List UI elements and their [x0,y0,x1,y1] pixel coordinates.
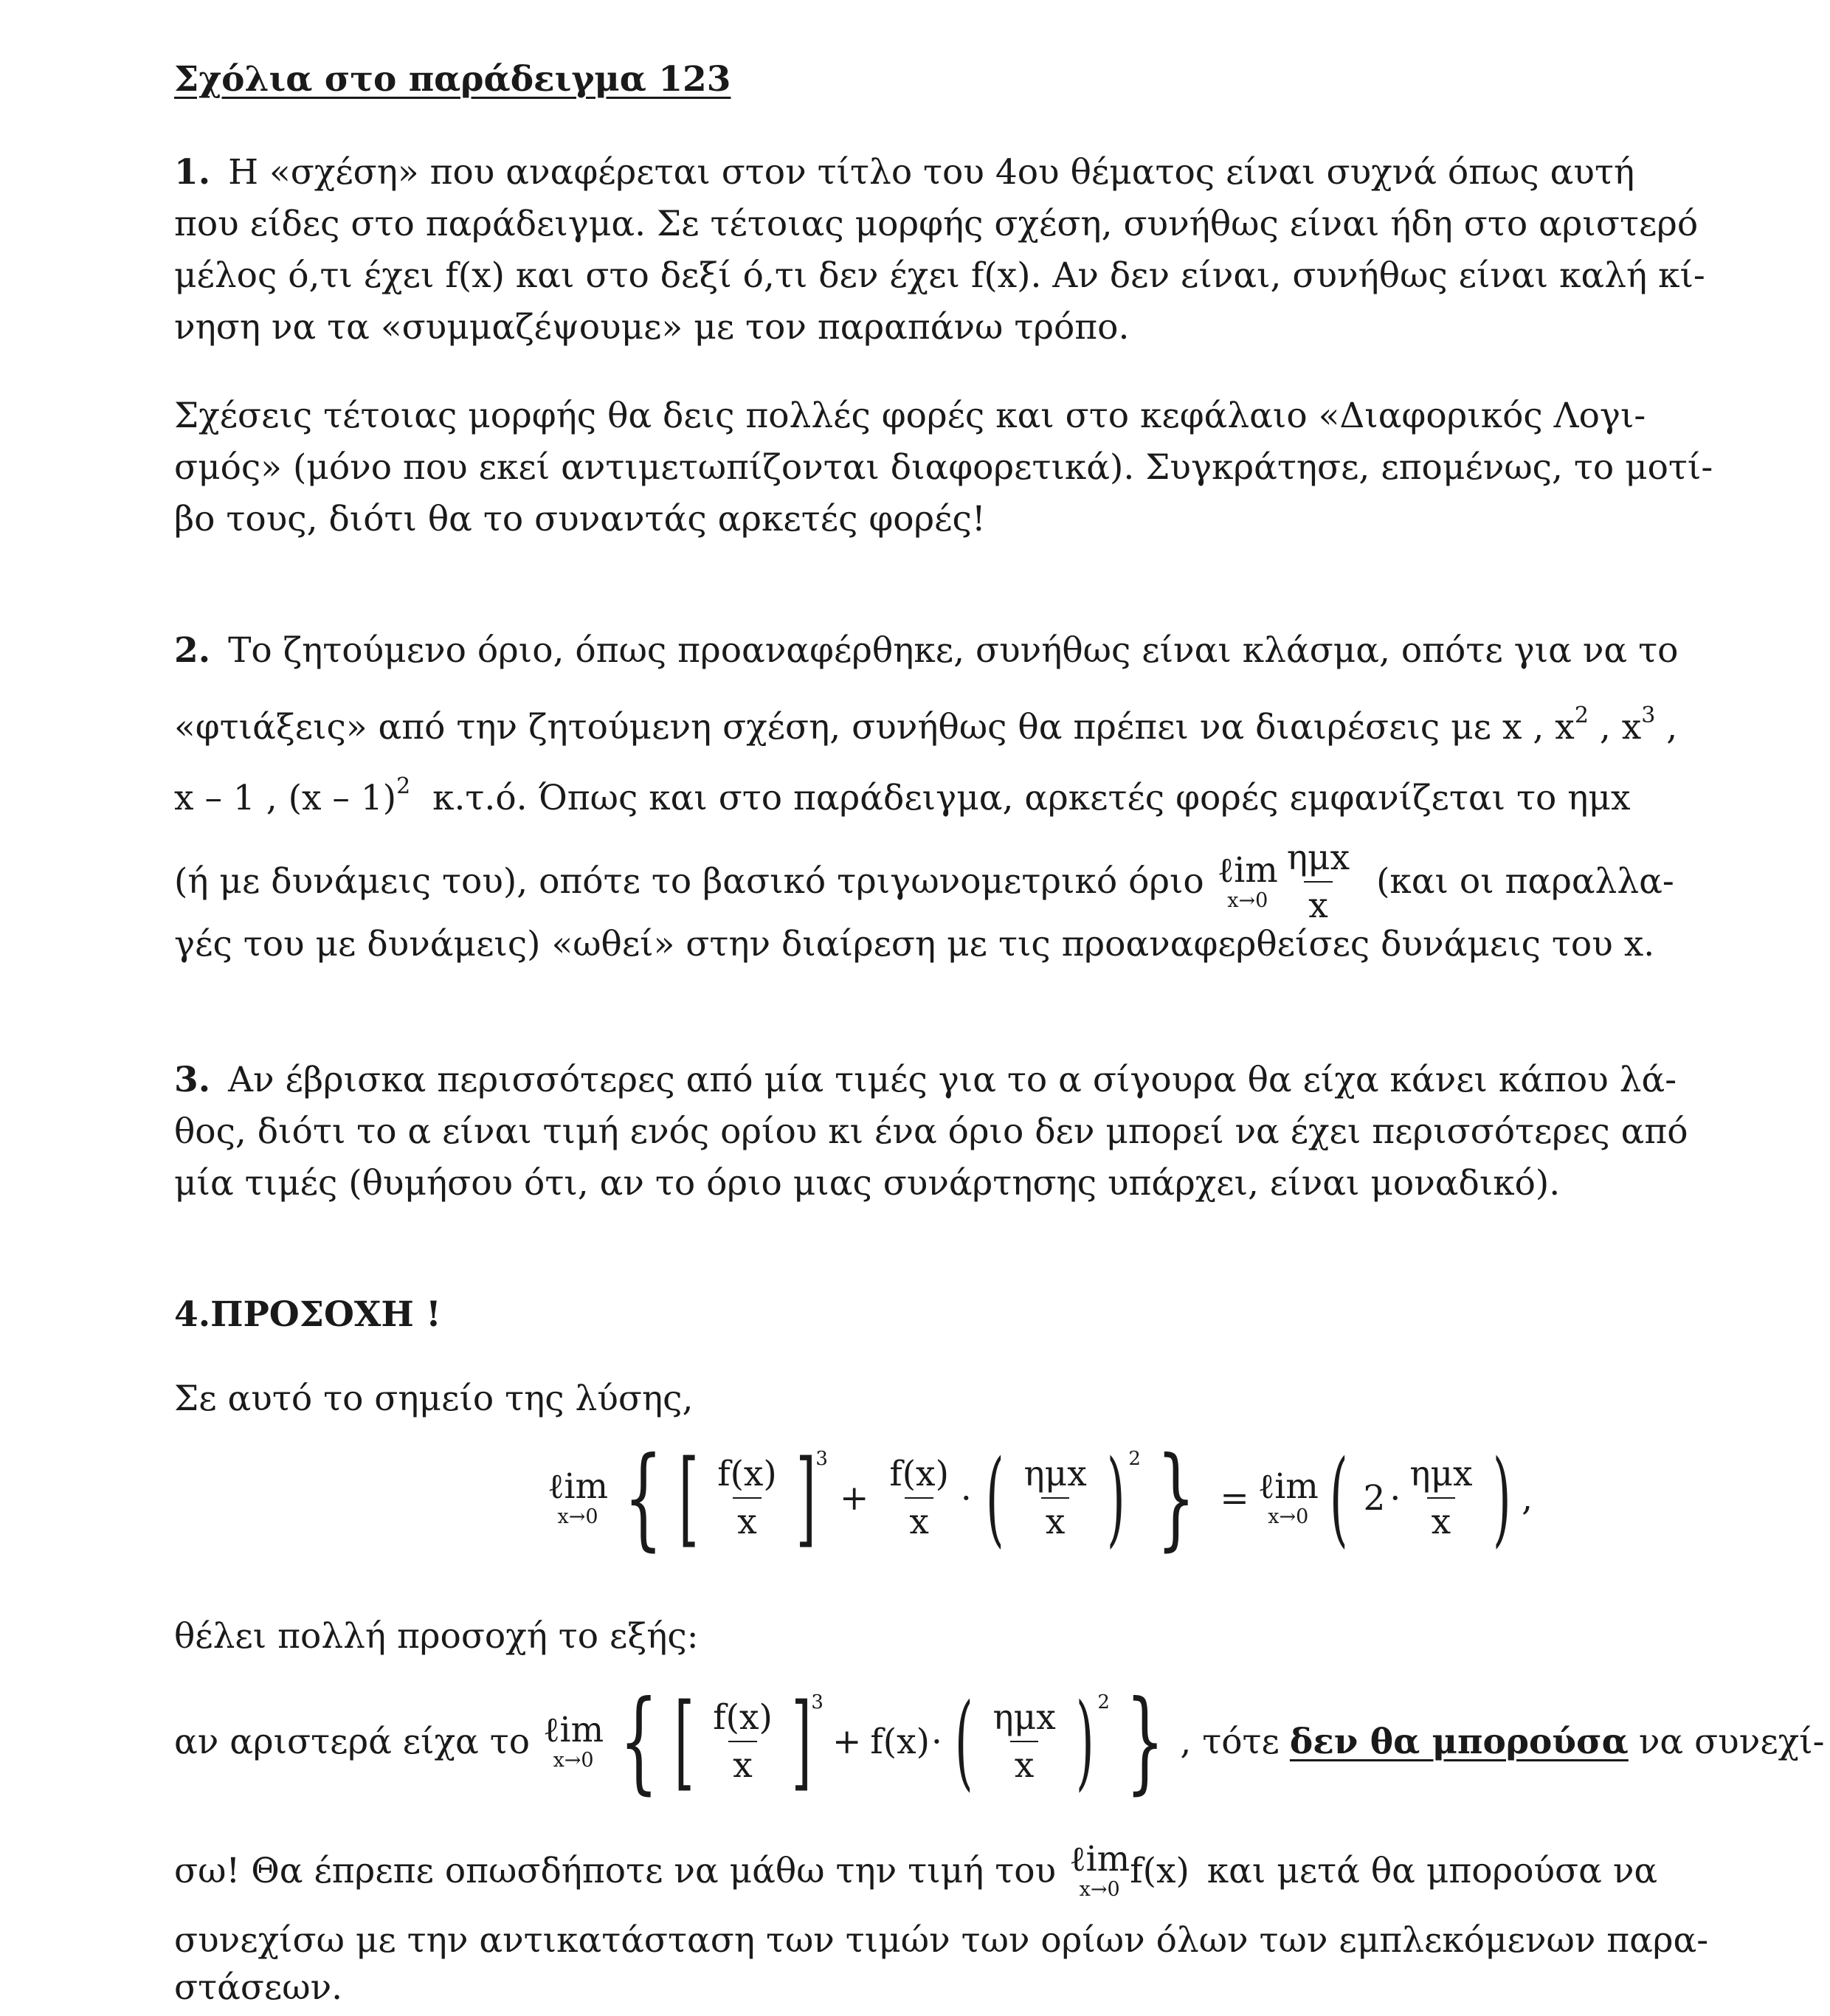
s3-line-1: 3. Αν έβρισκα περισσότερες από μία τιμές για το α σίγουρα θα είχα κάνει κάπου λά- [174,1060,1677,1100]
emphasis-cannot: δεν θα μπορούσα [1289,1721,1629,1762]
s2-line-4: (ή με δυνάμεις του), οπότε το βασικό τριγωνομετρικό όριο ℓim x→0 $\frac{\text{ημx}}{x}$ (και οι παραλλα- [174,838,1674,926]
s1-number: 1. [174,152,211,193]
fraction-hmx-over-x: $\frac{\text{ημx}}{x}$ [992,1697,1056,1786]
fraction-fx-over-x: $\frac{f(x)}{x}$ [713,1697,773,1786]
x-minus-one-expr: x – 1 , (x – 1)$^2$ [174,773,411,818]
fraction: $\frac{\text{ημx}}{x}$ [1286,838,1350,926]
limit-operator: ℓim x→0 [543,1710,604,1772]
limit-operator: ℓim x→0 [548,1466,609,1528]
s4-line-4: σω! Θα έπρεπε οπωσδήποτε να μάθω την τιμή του ℓim x→0 f(x) και μετά θα μπορούσα να [174,1839,1658,1901]
fraction-fx-over-x: $\frac{f(x)}{x}$ [889,1454,949,1542]
s4-line-1: Σε αυτό το σημείο της λύσης, [174,1378,694,1419]
s2-line-5: γές του με δυνάμεις) «ωθεί» στην διαίρεση με τις προαναφερθείσες δυνάμεις του x. [174,924,1655,964]
s1-p2-line-2: σμός» (μόνο που εκεί αντιμετωπίζονται διαφορετικά). Συγκράτησε, επομένως, το μοτί- [174,447,1713,488]
s1-p2-line-1: Σχέσεις τέτοιας μορφής θα δεις πολλές φορές και στο κεφάλαιο «Διαφορικός Λογι- [174,396,1646,436]
s4-line-3: αν αριστερά είχα το ℓim x→0 { [ $\frac{f(x)}{x}$ ] 3 + f(x) · ( $\frac{\text{ημx}}{x}$ ) 2 } , τότε δεν θα μπορούσα να συνεχί- [174,1677,1825,1806]
fraction-hmx-over-x: $\frac{\text{ημx}}{x}$ [1409,1454,1473,1542]
s4-line-6: στάσεων. [174,1967,343,2008]
s3-number: 3. [174,1060,211,1100]
page-title: Σχόλια στο παράδειγμα 123 [174,59,731,100]
limit-operator: ℓim x→0 [1257,1466,1319,1528]
s4-line-2: θέλει πολλή προσοχή το εξής: [174,1616,699,1657]
s2-line-3: x – 1 , (x – 1)$^2$ κ.τ.ό. Όπως και στο παράδειγμα, αρκετές φορές εμφανίζεται το ημx [174,773,1631,818]
s1-line-4: νηση να τα «συμμαζέψουμε» με τον παραπάνω τρόπο. [174,307,1130,348]
s2-line-2: «φτιάξεις» από την ζητούμενη σχέση, συνήθως θα πρέπει να διαιρέσεις με x , $x^2$ , $x^3$ , [174,703,1678,748]
limit-operator: ℓim x→0 [1069,1839,1130,1901]
powers-of-x: x , $x^2$ , $x^3$ , [1502,703,1678,748]
trig-limit-expr [1217,838,1358,926]
s1-line-2: που είδες στο παράδειγμα. Σε τέτοιας μορφής σχέση, συνήθως είναι ήδη στο αριστερό [174,204,1699,244]
s1-p2-line-3: βο τους, διότι θα το συναντάς αρκετές φορές! [174,499,986,539]
s1-line-1: 1. Η «σχέση» που αναφέρεται στον τίτλο του 4ου θέματος είναι συχνά όπως αυτή [174,152,1635,193]
display-equation: ℓim x→0 { [ $\frac{f(x)}{x}$ ] 3 + $\frac{f(x)}{x}$ · ( $\frac{\text{ημx}}{x}$ ) 2 } = ℓim x→0 ( 2 · $\frac{\text{ημx}}{x}$ ) , [548,1434,1533,1562]
s2-line-1: 2. Το ζητούμενο όριο, όπως προαναφέρθηκε, συνήθως είναι κλάσμα, οπότε για να το [174,630,1679,671]
fraction-fx-over-x: $\frac{f(x)}{x}$ [717,1454,777,1542]
fraction-hmx-over-x: $\frac{\text{ημx}}{x}$ [1023,1454,1087,1542]
limit-operator: ℓim x→0 [1217,850,1278,912]
s4-line-5: συνεχίσω με την αντικατάσταση των τιμών των ορίων όλων των εμπλεκόμενων παρα- [174,1920,1709,1961]
s3-line-2: θος, διότι το α είναι τιμή ενός ορίου κι ένα όριο δεν μπορεί να έχει περισσότερες από [174,1111,1688,1152]
s4-heading: 4.ΠΡΟΣΟΧΗ ! [174,1294,441,1335]
s1-line-3: μέλος ό,τι έχει f(x) και στο δεξί ό,τι δεν έχει f(x). Αν δεν είναι, συνήθως είναι καλή κί- [174,255,1705,296]
s2-number: 2. [174,630,211,671]
s3-line-3: μία τιμές (θυμήσου ότι, αν το όριο μιας συνάρτησης υπάρχει, είναι μοναδικό). [174,1163,1561,1204]
